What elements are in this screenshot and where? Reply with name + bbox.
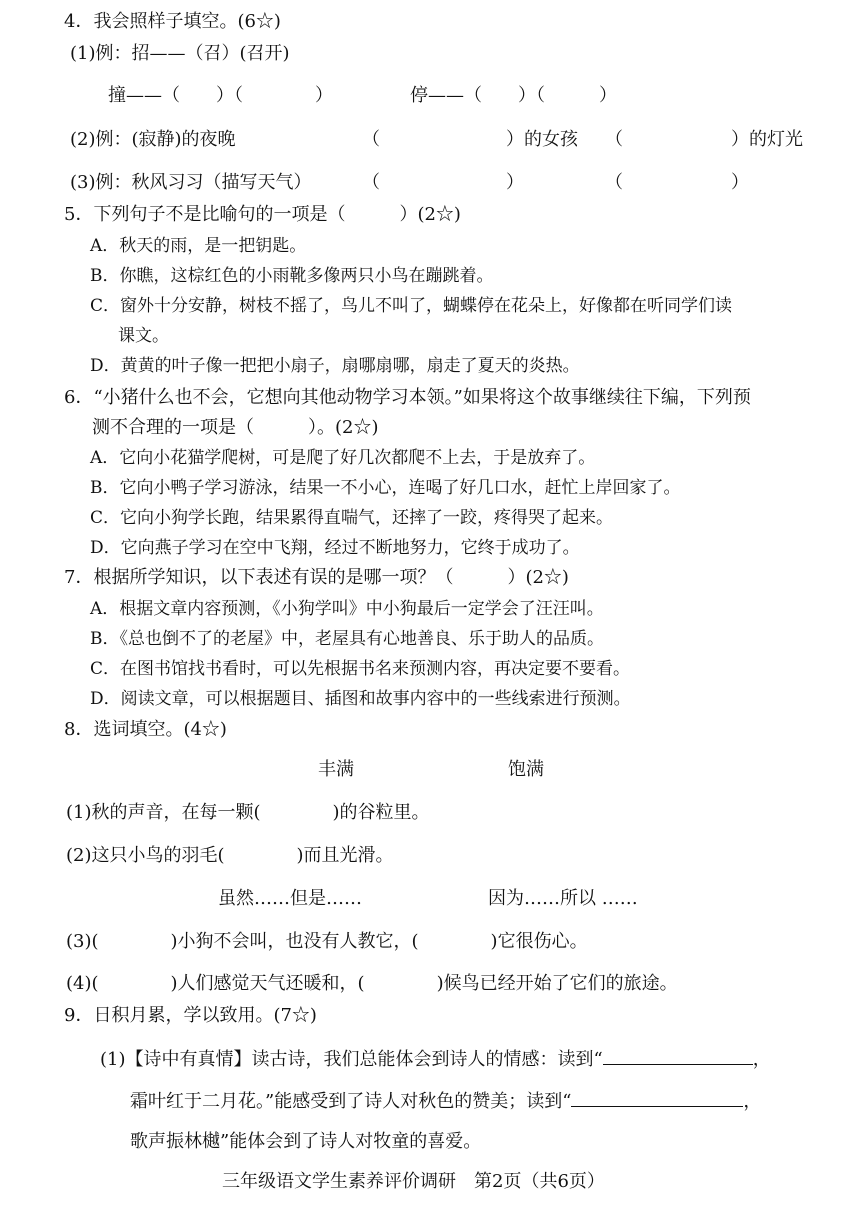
q5-option-a: A．秋天的雨，是一把钥匙。 (90, 236, 307, 256)
q4-p3-example: (3)例：秋风习习（描写天气） (70, 172, 312, 193)
q4-p1-left: 撞——（ ）（ ） (108, 85, 333, 106)
q4-p2-a: （ ）的女孩 (362, 129, 578, 150)
q8-sentence-4: (4)( )人们感觉天气还暖和，( )候鸟已经开始了它们的旅途。 (66, 973, 678, 994)
q5-option-b: B．你瞧，这棕红色的小雨靴多像两只小鸟在蹦跳着。 (90, 266, 494, 286)
q4-p2-b: （ ）的灯光 (605, 129, 803, 150)
q4-p3-b: （ ） (605, 172, 749, 193)
q4-p1-example: (1)例：招——（召）(召开) (70, 43, 290, 64)
q8-conjunction-1: 虽然……但是…… (218, 888, 362, 909)
q5-option-d: D．黄黄的叶子像一把把小扇子，扇哪扇哪，扇走了夏天的炎热。 (90, 356, 580, 376)
q4-p3-a: （ ） (362, 172, 524, 193)
q8-title: 8．选词填空。(4☆) (64, 719, 227, 740)
q6-title-line1: 6．“小猪什么也不会，它想向其他动物学习本领。”如果将这个故事继续往下编，下列预 (64, 387, 751, 408)
q6-option-b: B．它向小鸭子学习游泳，结果一不小心，连喝了好几口水，赶忙上岸回家了。 (90, 478, 681, 498)
q8-conjunction-2: 因为……所以 …… (488, 888, 638, 909)
q5-option-c-line1: C．窗外十分安静，树枝不摇了，鸟儿不叫了，蝴蝶停在花朵上，好像都在听同学们读 (90, 296, 733, 316)
q8-sentence-2: (2)这只小鸟的羽毛( )而且光滑。 (66, 845, 394, 866)
q8-word-fengman: 丰满 (318, 759, 354, 780)
q9-line-1 (100, 1046, 771, 1072)
q9-line-2-comma: ， (743, 1091, 762, 1112)
q6-option-c: C．它向小狗学长跑，结果累得直喘气，还摔了一跤，疼得哭了起来。 (90, 508, 614, 528)
q5-title: 5．下列句子不是比喻句的一项是（ ）(2☆) (64, 204, 461, 225)
page-footer: 三年级语文学生素养评价调研 第2页（共6页） (222, 1171, 605, 1192)
q9-line-2-text: 霜叶红于二月花。”能感受到了诗人对秋色的赞美；读到“ (130, 1091, 572, 1112)
q9-line-1-comma: ， (752, 1049, 771, 1070)
q7-title: 7．根据所学知识，以下表述有误的是哪一项？（ ）(2☆) (64, 567, 569, 588)
q9-line-1-text: (1)【诗中有真情】读古诗，我们总能体会到诗人的情感：读到“ (100, 1049, 603, 1070)
q4-p2-example: (2)例：(寂静)的夜晚 (70, 129, 236, 150)
q7-option-d: D．阅读文章，可以根据题目、插图和故事内容中的一些线索进行预测。 (90, 689, 631, 709)
q9-line-2 (130, 1088, 761, 1114)
q8-word-baoman: 饱满 (508, 759, 544, 780)
q8-sentence-3: (3)( )小狗不会叫，也没有人教它，( )它很伤心。 (66, 931, 588, 952)
q6-title-line2: 测不合理的一项是（ ）。(2☆) (92, 417, 379, 438)
answer-blank-1[interactable] (603, 1046, 753, 1065)
answer-blank-2[interactable] (571, 1088, 743, 1107)
q9-line-3: 歌声振林樾”能体会到了诗人对牧童的喜爱。 (130, 1131, 482, 1152)
q7-option-a: A．根据文章内容预测，《小狗学叫》中小狗最后一定学会了汪汪叫。 (90, 599, 604, 619)
q9-title: 9．日积月累，学以致用。(7☆) (64, 1005, 317, 1026)
q7-option-b: B．《总也倒不了的老屋》中，老屋具有心地善良、乐于助人的品质。 (90, 629, 604, 649)
q6-option-a: A．它向小花猫学爬树，可是爬了好几次都爬不上去，于是放弃了。 (90, 448, 596, 468)
q4-p1-right: 停——（ ）（ ） (410, 85, 617, 106)
q4-title: 4．我会照样子填空。(6☆) (64, 11, 281, 32)
q7-option-c: C．在图书馆找书看时，可以先根据书名来预测内容，再决定要不要看。 (90, 659, 631, 679)
q5-option-c-line2: 课文。 (118, 326, 169, 346)
q6-option-d: D．它向燕子学习在空中飞翔，经过不断地努力，它终于成功了。 (90, 538, 580, 558)
q8-sentence-1: (1)秋的声音，在每一颗( )的谷粒里。 (66, 802, 430, 823)
